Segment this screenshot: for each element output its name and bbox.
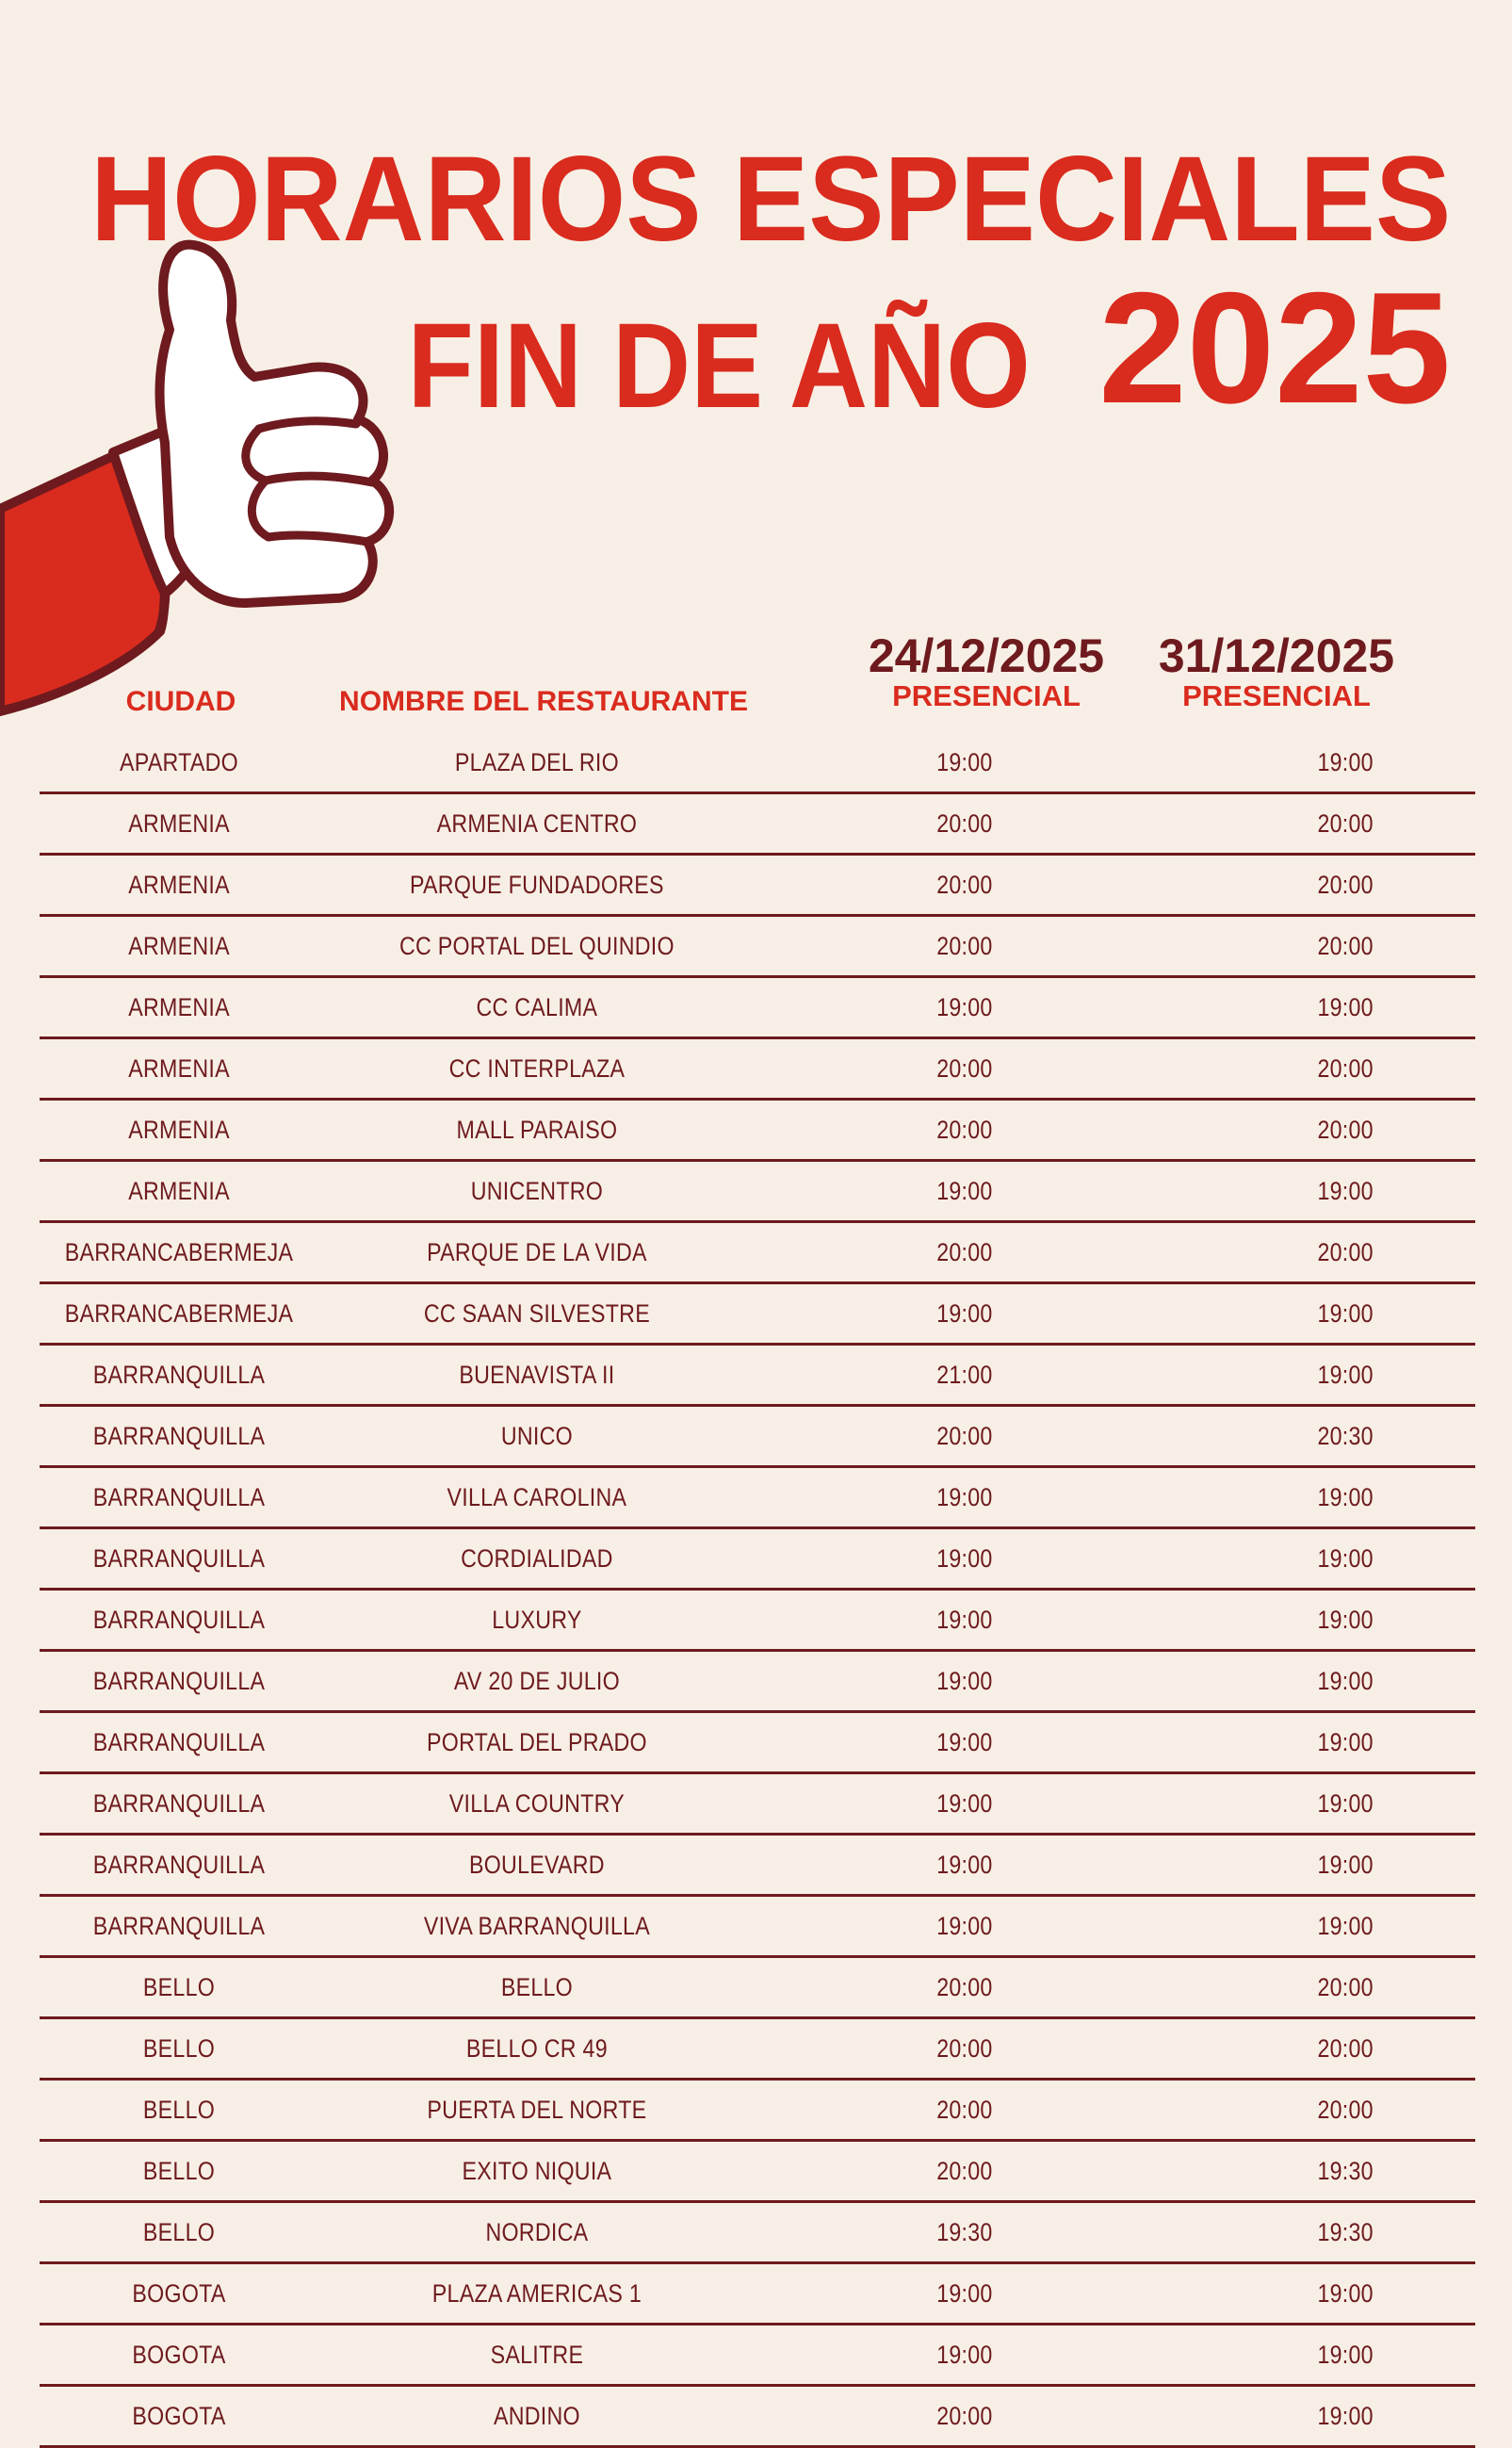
table-row (40, 1407, 1475, 1468)
cell-nombre: SALITRE (490, 2340, 584, 2369)
cell-nombre: UNICO (500, 1421, 574, 1450)
cell-ciudad: BARRANQUILLA (92, 1360, 266, 1389)
cell-nombre: CORDIALIDAD (461, 1543, 613, 1573)
page-title-subtitle: FIN DE AÑO (407, 299, 1032, 433)
table-row (40, 978, 1475, 1039)
cell-ciudad: BARRANQUILLA (92, 1788, 266, 1818)
table-row (40, 794, 1475, 856)
cell-date-31: 19:00 (1317, 1727, 1374, 1756)
cell-date-24: 20:00 (936, 2401, 993, 2430)
cell-nombre: VILLA CAROLINA (447, 1482, 627, 1511)
table-row (40, 1774, 1475, 1836)
cell-ciudad: BELLO (142, 1972, 216, 2001)
cell-date-31: 19:00 (1317, 1176, 1374, 1205)
cell-date-31: 19:00 (1317, 1605, 1374, 1634)
cell-date-24: 20:00 (936, 1053, 993, 1083)
cell-date-31: 20:00 (1317, 1115, 1374, 1144)
cell-date-24: 19:00 (936, 747, 993, 776)
cell-nombre: CC CALIMA (476, 992, 598, 1021)
cell-date-24: 19:00 (936, 2340, 993, 2369)
table-row (40, 1897, 1475, 1958)
schedule-table (40, 733, 1475, 2448)
table-row (40, 2387, 1475, 2448)
cell-date-24: 21:00 (936, 1360, 993, 1389)
cell-date-31: 19:00 (1317, 2401, 1374, 2430)
table-row (40, 2326, 1475, 2387)
cell-ciudad: APARTADO (120, 747, 238, 776)
cell-date-31: 20:00 (1317, 808, 1374, 838)
cell-ciudad: BELLO (142, 2156, 216, 2185)
cell-nombre: ARMENIA CENTRO (436, 808, 638, 838)
cell-date-31: 20:00 (1317, 1053, 1374, 1083)
cell-nombre: VIVA BARRANQUILLA (423, 1911, 651, 1940)
cell-date-31: 20:30 (1317, 1421, 1374, 1450)
table-row (40, 733, 1475, 794)
cell-nombre: PLAZA DEL RIO (454, 747, 620, 776)
cell-date-24: 19:00 (936, 1850, 993, 1879)
cell-date-24: 20:00 (936, 808, 993, 838)
cell-date-24: 20:00 (936, 931, 993, 960)
cell-ciudad: ARMENIA (128, 931, 230, 960)
cell-date-24: 19:00 (936, 1298, 993, 1328)
cell-date-31: 19:00 (1317, 2278, 1374, 2308)
table-row (40, 1346, 1475, 1407)
cell-nombre: PUERTA DEL NORTE (427, 2095, 647, 2124)
cell-date-24: 19:00 (936, 2278, 993, 2308)
cell-date-31: 19:00 (1317, 1666, 1374, 1695)
cell-date-24: 19:00 (936, 1543, 993, 1573)
table-row (40, 2142, 1475, 2203)
cell-date-31: 19:00 (1317, 2340, 1374, 2369)
cell-ciudad: ARMENIA (128, 808, 230, 838)
table-row (40, 1958, 1475, 2019)
header-date-31 (1121, 631, 1432, 710)
cell-ciudad: ARMENIA (128, 1053, 230, 1083)
cell-ciudad: ARMENIA (128, 870, 230, 899)
cell-date-24: 20:00 (936, 2156, 993, 2185)
cell-nombre: BELLO (500, 1972, 574, 2001)
cell-date-24: 19:00 (936, 1176, 993, 1205)
cell-date-31: 20:00 (1317, 2033, 1374, 2063)
cell-nombre: BELLO CR 49 (465, 2033, 608, 2063)
cell-nombre: BOULEVARD (469, 1850, 605, 1879)
cell-date-24: 19:00 (936, 992, 993, 1021)
cell-date-31: 19:00 (1317, 1482, 1374, 1511)
cell-ciudad: BARRANCABERMEJA (64, 1237, 294, 1266)
cell-ciudad: BARRANQUILLA (92, 1911, 266, 1940)
table-row (40, 2081, 1475, 2142)
page-title-line2 (338, 259, 1451, 436)
cell-date-31: 19:30 (1317, 2217, 1374, 2246)
cell-date-24: 19:00 (936, 1727, 993, 1756)
cell-nombre: VILLA COUNTRY (448, 1788, 626, 1818)
table-row (40, 1101, 1475, 1162)
cell-date-24: 20:00 (936, 2033, 993, 2063)
cell-nombre: NORDICA (485, 2217, 589, 2246)
header-ciudad: CIUDAD (125, 686, 236, 717)
table-row (40, 2019, 1475, 2081)
cell-date-31: 19:00 (1317, 992, 1374, 1021)
cell-nombre: LUXURY (492, 1605, 582, 1634)
cell-date-24: 20:00 (936, 1115, 993, 1144)
cell-nombre: AV 20 DE JULIO (453, 1666, 621, 1695)
table-row (40, 1836, 1475, 1897)
table-row (40, 856, 1475, 917)
cell-date-31: 19:00 (1317, 1850, 1374, 1879)
table-header (40, 631, 1475, 726)
cell-ciudad: BARRANQUILLA (92, 1543, 266, 1573)
cell-date-24: 19:00 (936, 1788, 993, 1818)
cell-ciudad: BELLO (142, 2095, 216, 2124)
cell-nombre: PARQUE FUNDADORES (410, 870, 664, 899)
cell-date-24: 19:00 (936, 1911, 993, 1940)
cell-date-24: 19:00 (936, 1666, 993, 1695)
cell-ciudad: BELLO (142, 2217, 216, 2246)
table-row (40, 1039, 1475, 1101)
cell-ciudad: ARMENIA (128, 1115, 230, 1144)
table-row (40, 1652, 1475, 1713)
cell-ciudad: BARRANQUILLA (92, 1482, 266, 1511)
cell-date-24: 20:00 (936, 1237, 993, 1266)
cell-date-31: 20:00 (1317, 2095, 1374, 2124)
cell-date-24: 19:30 (936, 2217, 993, 2246)
table-row (40, 1713, 1475, 1774)
header-date-31-sub: PRESENCIAL (1182, 678, 1371, 712)
table-row (40, 1591, 1475, 1652)
cell-date-24: 20:00 (936, 1421, 993, 1450)
cell-ciudad: BARRANCABERMEJA (64, 1298, 294, 1328)
cell-nombre: BUENAVISTA II (459, 1360, 615, 1389)
cell-date-31: 19:00 (1317, 1543, 1374, 1573)
cell-date-24: 19:00 (936, 1482, 993, 1511)
table-row (40, 917, 1475, 978)
header-nombre: NOMBRE DEL RESTAURANTE (339, 686, 748, 717)
cell-date-31: 20:00 (1317, 870, 1374, 899)
cell-nombre: CC INTERPLAZA (448, 1053, 626, 1083)
cell-ciudad: BARRANQUILLA (92, 1727, 266, 1756)
cell-date-31: 20:00 (1317, 1237, 1374, 1266)
table-row (40, 1284, 1475, 1346)
cell-date-24: 20:00 (936, 1972, 993, 2001)
header-date-24-sub: PRESENCIAL (892, 678, 1081, 712)
cell-nombre: PARQUE DE LA VIDA (427, 1237, 647, 1266)
table-row (40, 1529, 1475, 1591)
cell-ciudad: BOGOTA (132, 2401, 226, 2430)
cell-nombre: PLAZA AMERICAS 1 (431, 2278, 642, 2308)
cell-date-24: 19:00 (936, 1605, 993, 1634)
cell-ciudad: BARRANQUILLA (92, 1850, 266, 1879)
cell-nombre: CC SAAN SILVESTRE (423, 1298, 651, 1328)
cell-ciudad: ARMENIA (128, 992, 230, 1021)
cell-ciudad: BOGOTA (132, 2278, 226, 2308)
cell-nombre: MALL PARAISO (456, 1115, 618, 1144)
table-row (40, 2264, 1475, 2326)
table-row (40, 1223, 1475, 1284)
header-date-31-label: 31/12/2025 (1158, 629, 1395, 682)
cell-nombre: ANDINO (494, 2401, 580, 2430)
page-title-year: 2025 (1098, 259, 1451, 436)
header-date-24-label: 24/12/2025 (868, 629, 1105, 682)
cell-ciudad: BARRANQUILLA (92, 1421, 266, 1450)
cell-ciudad: BOGOTA (132, 2340, 226, 2369)
cell-date-31: 20:00 (1317, 931, 1374, 960)
cell-nombre: UNICENTRO (470, 1176, 604, 1205)
table-row (40, 1468, 1475, 1529)
cell-nombre: EXITO NIQUIA (462, 2156, 612, 2185)
page-title-line1: HORARIOS ESPECIALES (89, 132, 1451, 267)
cell-date-31: 19:00 (1317, 1298, 1374, 1328)
cell-date-24: 20:00 (936, 870, 993, 899)
cell-date-31: 19:00 (1317, 747, 1374, 776)
table-row (40, 2203, 1475, 2264)
cell-nombre: PORTAL DEL PRADO (427, 1727, 647, 1756)
table-row (40, 1162, 1475, 1223)
cell-ciudad: BELLO (142, 2033, 216, 2063)
cell-date-31: 19:30 (1317, 2156, 1374, 2185)
cell-date-31: 19:00 (1317, 1360, 1374, 1389)
cell-date-31: 20:00 (1317, 1972, 1374, 2001)
cell-date-31: 19:00 (1317, 1788, 1374, 1818)
cell-ciudad: BARRANQUILLA (92, 1666, 266, 1695)
cell-date-24: 20:00 (936, 2095, 993, 2124)
cell-ciudad: BARRANQUILLA (92, 1605, 266, 1634)
cell-nombre: CC PORTAL DEL QUINDIO (399, 931, 675, 960)
cell-ciudad: ARMENIA (128, 1176, 230, 1205)
cell-date-31: 19:00 (1317, 1911, 1374, 1940)
